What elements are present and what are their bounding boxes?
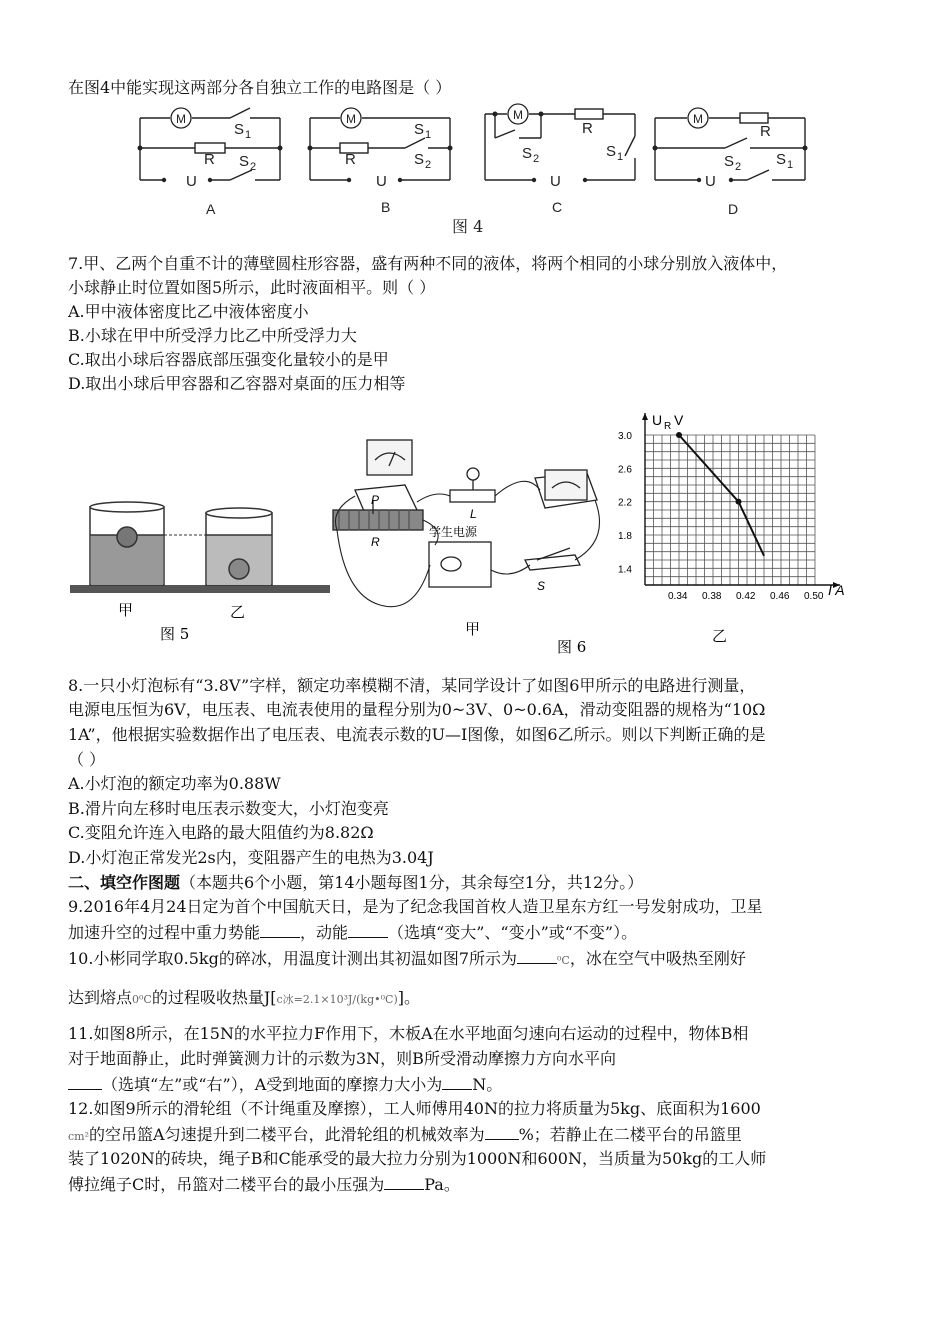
x-tick-label: 0.38	[702, 591, 722, 602]
svg-text:S: S	[522, 145, 533, 162]
svg-text:M: M	[693, 112, 703, 126]
q11-blank-2[interactable]	[442, 1074, 472, 1090]
svg-text:U: U	[550, 173, 561, 190]
svg-text:S: S	[537, 579, 546, 593]
x-tick-label: 0.34	[668, 591, 688, 602]
q8-option-c: C.变阻允许连入电路的最大阻值约为8.82Ω	[68, 823, 374, 842]
chart-caption: 乙	[712, 627, 728, 645]
data-point	[676, 432, 682, 438]
svg-text:M: M	[346, 112, 356, 126]
svg-text:1: 1	[617, 151, 624, 163]
q11-stem-line2: 对于地面静止，此时弹簧测力计的示数为3N，则B所受滑动摩擦力方向水平向	[68, 1049, 616, 1068]
q8-option-d: D.小灯泡正常发光2s内，变阻器产生的电热为3.04J	[68, 848, 434, 867]
svg-text:U: U	[186, 173, 197, 190]
q11-blank-1[interactable]	[68, 1074, 102, 1090]
svg-text:S: S	[414, 121, 425, 138]
svg-text:图 5: 图 5	[160, 625, 190, 643]
svg-text:学生电源: 学生电源	[429, 525, 478, 539]
svg-text:图 4: 图 4	[452, 217, 484, 236]
q12-stem-line3: 装了1020N的砖块，绳子B和C能承受的最大拉力分别为1000N和600N，当质量为50kg的工人师	[68, 1149, 767, 1168]
svg-text:S: S	[234, 121, 245, 138]
section-2-heading: 二、填空作图题（本题共6个小题，第14小题每图1分，其余每空1分，共12分。）	[68, 873, 644, 892]
svg-text:P: P	[371, 493, 380, 507]
svg-text:1: 1	[245, 129, 252, 141]
q12-stem-line1: 12.如图9所示的滑轮组（不计绳重及摩擦），工人师傅用40N的拉力将质量为5kg、底面积为1600	[68, 1099, 761, 1118]
q11-stem-line1: 11.如图8所示，在15N的水平拉力F作用下，木板A在水平地面匀速向右运动的过程中，物体B相	[68, 1024, 749, 1043]
svg-text:R: R	[345, 151, 356, 168]
q8-stem-line1: 8.一只小灯泡标有“3.8V”字样，额定功率模糊不清，某同学设计了如图6甲所示的电路进行测量，	[68, 676, 756, 695]
figure-6-chart	[600, 405, 865, 650]
svg-text:S: S	[724, 153, 735, 170]
svg-text:图 6: 图 6	[557, 638, 587, 655]
svg-text:2: 2	[735, 161, 742, 173]
svg-text:D: D	[728, 201, 739, 217]
svg-text:S: S	[414, 151, 425, 168]
chart-grid	[645, 435, 815, 585]
q12-blank-1[interactable]	[485, 1124, 519, 1140]
figure-4	[130, 100, 810, 240]
svg-text:M: M	[513, 108, 523, 122]
svg-text:L: L	[470, 507, 477, 521]
svg-text:A: A	[206, 201, 216, 217]
svg-text:1: 1	[787, 159, 794, 171]
x-axis-label: I A	[828, 582, 845, 598]
q9-stem-line1: 9.2016年4月24日定为首个中国航天日，是为了纪念我国首枚人造卫星东方红一号发射成功，卫星	[68, 897, 763, 916]
svg-text:甲: 甲	[118, 601, 134, 619]
q8-stem-line4: （ ）	[68, 750, 106, 769]
q10-stem-line2: 达到熔点0⁰C的过程吸收热量J[c冰=2.1×10³J/(kg•⁰C)]。	[68, 988, 420, 1007]
q7-option-a: A.甲中液体密度比乙中液体密度小	[68, 302, 309, 321]
figure-6-apparatus	[325, 430, 615, 655]
svg-text:R: R	[582, 120, 593, 137]
svg-text:M: M	[176, 112, 186, 126]
svg-text:U: U	[376, 173, 387, 190]
q11-stem-line3: （选填“左”或“右”），A受到地面的摩擦力大小为 N。	[68, 1074, 502, 1095]
svg-text:R: R	[371, 535, 380, 549]
q9-blank-2[interactable]	[348, 922, 388, 938]
q9-blank-1[interactable]	[260, 922, 300, 938]
y-axis-label: U	[652, 412, 663, 428]
svg-text:2: 2	[533, 153, 540, 165]
svg-text:R: R	[760, 123, 771, 140]
y-tick-label: 1.4	[618, 564, 632, 576]
svg-text:R: R	[204, 151, 215, 168]
q8-option-a: A.小灯泡的额定功率为0.88W	[68, 774, 281, 793]
svg-text:2: 2	[425, 159, 432, 171]
q9-stem-line2: 加速升空的过程中重力势能 ，动能 （选填“变大”、“变小”或“不变”）。	[68, 923, 638, 942]
y-axis-unit: V	[674, 412, 684, 428]
svg-text:2: 2	[250, 161, 257, 173]
figure-5	[70, 495, 330, 650]
y-tick-label: 2.6	[618, 464, 632, 476]
q12-blank-2[interactable]	[384, 1174, 424, 1190]
q7-option-d: D.取出小球后甲容器和乙容器对桌面的压力相等	[68, 374, 406, 393]
x-tick-label: 0.50	[804, 591, 824, 602]
svg-text:U: U	[705, 173, 716, 190]
svg-text:乙: 乙	[230, 603, 246, 621]
q7-stem-line1: 7.甲、乙两个自重不计的薄壁圆柱形容器，盛有两种不同的液体，将两个相同的小球分别放入液体中，	[68, 254, 788, 273]
x-tick-label: 0.46	[770, 591, 790, 602]
svg-text:B: B	[381, 199, 391, 215]
q10-blank-1[interactable]	[517, 948, 557, 964]
svg-text:S: S	[776, 151, 787, 168]
q7-stem-line2: 小球静止时位置如图5所示，此时液面相平。则（ ）	[68, 278, 436, 297]
q8-stem-line3: 1A”，他根据实验数据作出了电压表、电流表示数的U—I图像，如图6乙所示。则以下判断正确的是	[68, 725, 766, 744]
svg-text:S: S	[239, 153, 250, 170]
y-tick-label: 3.0	[618, 431, 632, 442]
q8-stem-line2: 电源电压恒为6V，电压表、电流表使用的量程分别为0~3V、0~0.6A，滑动变阻器的规格为“10Ω	[68, 700, 766, 719]
q8-option-b: B.滑片向左移时电压表示数变大，小灯泡变亮	[68, 799, 389, 818]
x-tick-label: 0.42	[736, 591, 756, 602]
y-axis-arrow	[642, 413, 648, 420]
svg-text:甲: 甲	[465, 620, 481, 638]
y-axis-label-sub: R	[664, 421, 672, 432]
y-tick-label: 1.8	[618, 531, 632, 542]
svg-text:S: S	[606, 143, 617, 160]
q12-stem-line4: 傅拉绳子C时，吊篮对二楼平台的最小压强为 Pa。	[68, 1175, 460, 1194]
svg-text:C: C	[552, 199, 563, 215]
q10-stem-line1: 10.小彬同学取0.5kg的碎冰，用温度计测出其初温如图7所示为 ⁰C，冰在空气中吸热至刚好	[68, 949, 746, 968]
q7-option-b: B.小球在甲中所受浮力比乙中所受浮力大	[68, 326, 357, 345]
svg-text:1: 1	[425, 129, 432, 141]
data-point	[736, 499, 742, 505]
q12-stem-line2: cm²的空吊篮A匀速提升到二楼平台，此滑轮组的机械效率为 %；若静止在二楼平台的吊篮里	[68, 1125, 742, 1144]
q6-stem: 在图4中能实现这两部分各自独立工作的电路图是（ ）	[68, 78, 452, 97]
y-tick-label: 2.2	[618, 497, 632, 509]
q7-option-c: C.取出小球后容器底部压强变化量较小的是甲	[68, 350, 389, 369]
